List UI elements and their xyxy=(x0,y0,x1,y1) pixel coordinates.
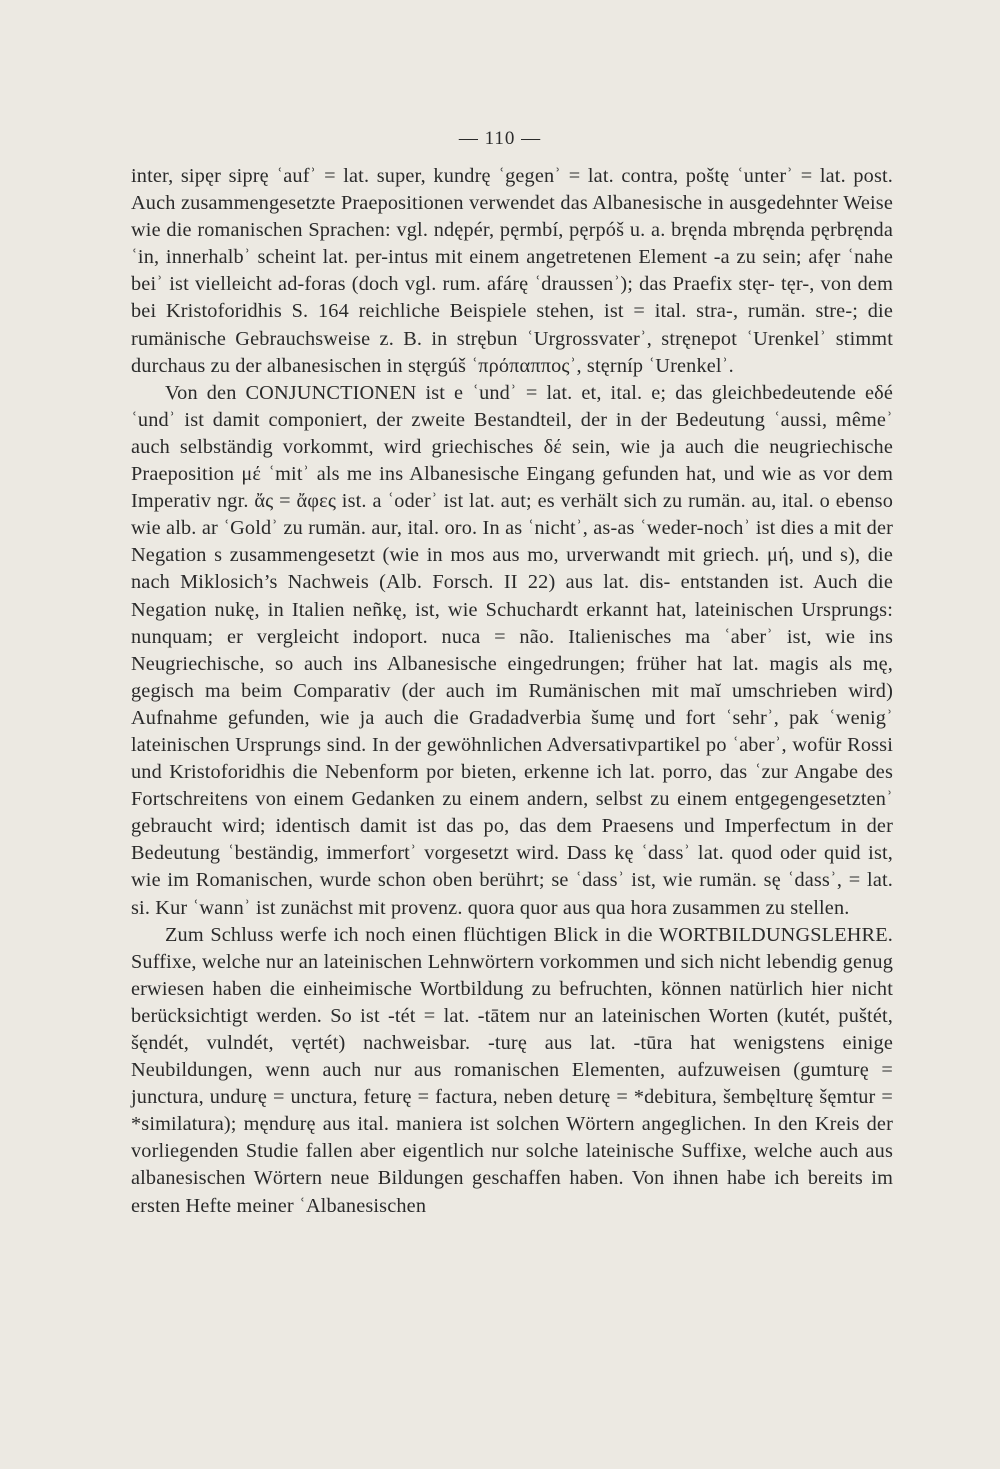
page-number: — 110 — xyxy=(458,128,542,149)
body-text xyxy=(131,163,893,1220)
paragraph-wortbildungslehre: Zum Schluss werfe ich noch einen flüchtigen Blick in die WORTBILDUNGSLEHRE. Suffixe, welche nur an lateinischen Lehnwörtern vorkommen und sich nicht lebendig genug erwiesen haben die einheimische Wortbildung zu befruchten, können natürlich hier nicht berücksichtigt werden. So ist -tét = lat. -tātem nur an lateinischen Worten (kutét, puštét, šęndét, vulndét, vęrtét) nachweisbar. -turę aus lat. -tūra hat wenigstens einige Neubildungen, wenn auch nur aus romanischen Elementen, aufzuweisen (gumturę = junctura, undurę = unctura, feturę = factura, neben deturę = *debitura, šembęlturę šęmtur = *similatura); męndurę aus ital. maniera ist solchen Wörtern angeglichen. In den Kreis der vorliegenden Studie fallen aber eigentlich nur solche lateinische Suffixe, welche auch aus albanesischen Wörtern neue Bildungen geschaffen haben. Von ihnen habe ich bereits im ersten Hefte meiner ʿAlbanesischen xyxy=(131,923,893,1217)
paragraph-conjunctions: Von den CONJUNCTIONEN ist e ʿundʾ = lat. et, ital. e; das gleichbedeutende eδé ʿundʾ ist damit componiert, der zweite Bestandteil, der in der Bedeutung ʿaussi, mêmeʾ auch selbständig vorkommt, wird griechisches δέ sein, wie ja auch die neugriechische Praeposition μέ ʿmitʾ als me ins Albanesische Eingang gefunden hat, und wie as vor dem Imperativ ngr. ἄς = ἄφες ist. a ʿoderʾ ist lat. aut; es verhält sich zu rumän. au, ital. o ebenso wie alb. ar ʿGoldʾ zu rumän. aur, ital. oro. In as ʿnichtʾ, as-as ʿweder-nochʾ ist dies a mit der Negation s zusammengesetzt (wie in mos aus mo, urverwandt mit griech. μή, und s), die nach Miklosich’s Nachweis (Alb. Forsch. II 22) aus lat. dis- entstanden ist. Auch die Negation nukę, in Italien neñkę, ist, wie Schuchardt erkannt hat, lateinischen Ursprungs: nunquam; er vergleicht indoport. nuca = não. Italienisches ma ʿaberʾ ist, wie ins Neugriechische, so auch ins Albanesische eingedrungen; früher hat lat. magis als mę, gegisch ma beim Comparativ (der auch im Rumänischen mit maĭ umschrieben wird) Aufnahme gefunden, wie ja auch die Gradadverbia šumę und fort ʿsehrʾ, pak ʿwenigʾ lateinischen Ursprungs sind. In der gewöhnlichen Adversativpartikel po ʿaberʾ, wofür Rossi und Kristoforidhis die Nebenform por bieten, erkenne ich lat. porro, das ʿzur Angabe des Fortschreitens von einem Gedanken zu einem andern, selbst zu einem entgegengesetztenʾ gebraucht wird; identisch damit ist das po, das dem Praesens und Imperfectum in der Bedeutung ʿbeständig, immerfortʾ vorgesetzt wird. Dass kę ʿdassʾ lat. quod oder quid ist, wie im Romanischen, wurde schon oben berührt; se ʿdassʾ ist, wie rumän. sę ʿdassʾ, = lat. si. Kur ʿwannʾ ist zunächst mit provenz. quora quor aus qua hora zusammen zu stellen. xyxy=(131,381,893,919)
paragraph-prepositions: inter, sipęr siprę ʿaufʾ = lat. super, kundrę ʿgegenʾ = lat. contra, poštę ʿunterʾ = lat. post. Auch zusammengesetzte Praepositionen verwendet das Albanesische in ausgedehnter Weise wie die romanischen Sprachen: vgl. ndępér, pęrmbí, pęrpóš u. a. bręnda mbręnda pęrbręnda ʿin, innerhalbʾ scheint lat. per-intus mit einem angetretenen Element -a zu sein; afęr ʿnahe beiʾ ist vielleicht ad-foras (doch vgl. rum. afárę ʿdraussenʾ); das Praefix stęr- tęr-, von dem bei Kristoforidhis S. 164 reichliche Beispiele stehen, ist = ital. stra-, rumän. stre-; die rumänische Gebrauchsweise z. B. in strębun ʿUrgrossvaterʾ, stręnepot ʿUrenkelʾ stimmt durchaus zu der albanesischen in stęrgúš ʿπρόπαπποςʾ, stęrníp ʿUrenkelʾ. xyxy=(131,165,893,377)
